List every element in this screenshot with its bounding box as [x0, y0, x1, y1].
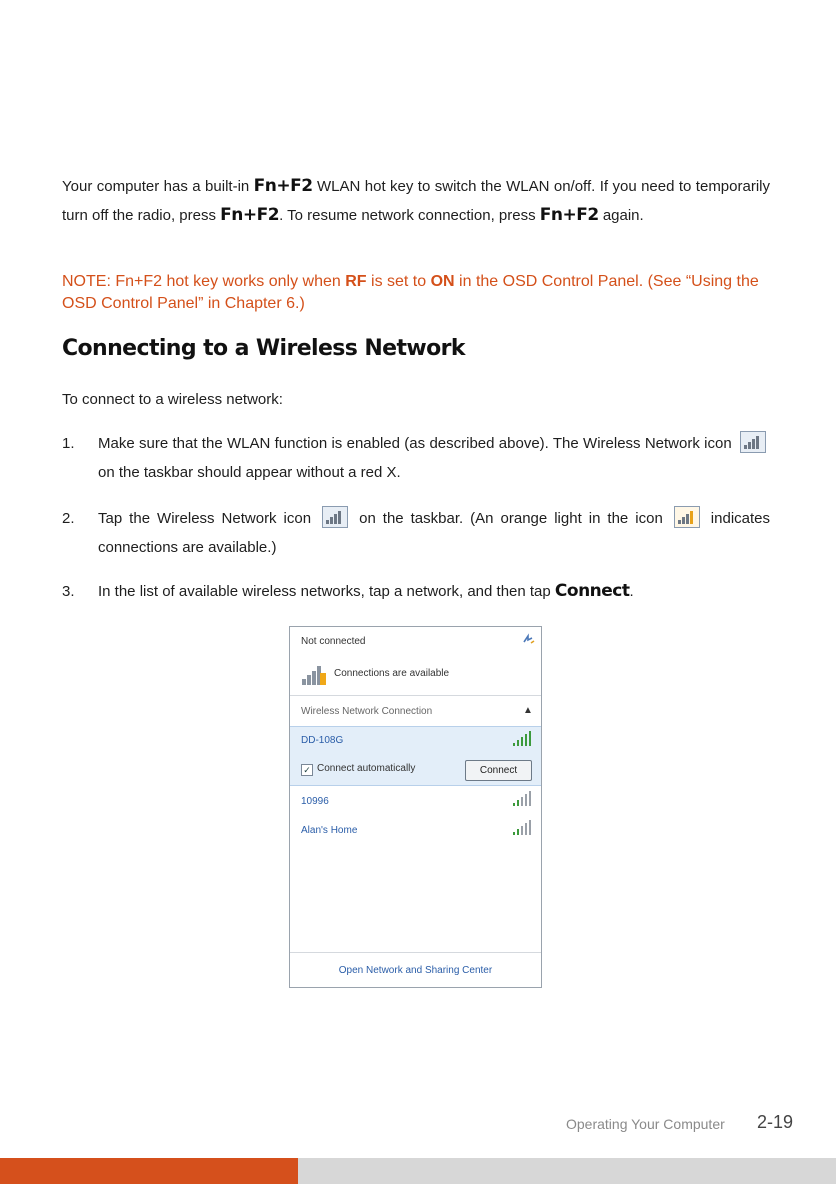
- note-text-2: is set to: [366, 273, 431, 290]
- footer-section-title: Operating Your Computer: [566, 1116, 725, 1132]
- auto-connect-checkbox[interactable]: ✓: [301, 764, 313, 776]
- note-label: NOTE: Fn+F2: [62, 273, 163, 290]
- divider: [290, 695, 541, 696]
- step-text: on the taskbar. (An orange light in the icon: [352, 510, 670, 527]
- hotkey-fn-f2: Fn+F2: [253, 176, 313, 196]
- collapse-chevron-icon[interactable]: ▲: [523, 705, 533, 716]
- network-name[interactable]: DD-108G: [301, 735, 344, 746]
- network-name[interactable]: Alan's Home: [301, 825, 358, 836]
- note-block: [62, 271, 782, 315]
- intro-paragraph: [62, 172, 770, 230]
- footer-grey-bar: [298, 1158, 836, 1184]
- step-text: In the list of available wireless networks, tap a network, and then tap: [98, 583, 555, 600]
- wireless-networks-panel: [289, 626, 542, 988]
- note-text-3: in the OSD Control Panel. (See “Using the OSD Control Panel” in Chapter 6.): [62, 273, 759, 312]
- network-sharing-center-link[interactable]: Open Network and Sharing Center: [338, 965, 493, 976]
- intro-text-4: again.: [598, 207, 644, 224]
- wireless-network-icon: [322, 506, 348, 528]
- note-rf: RF: [345, 273, 367, 290]
- intro-text-3: . To resume network connection, press: [279, 207, 540, 224]
- step-text: Tap the Wireless Network icon: [98, 510, 319, 527]
- footer-accent-bar: [0, 1158, 298, 1184]
- refresh-icon[interactable]: [522, 633, 536, 650]
- section-heading: Connecting to a Wireless Network: [62, 336, 465, 361]
- page-number: 2-19: [757, 1112, 794, 1132]
- signal-strength-icon: [512, 820, 532, 839]
- connection-status: Not connected: [301, 636, 366, 647]
- step-2: [62, 504, 770, 562]
- connect-keyword: Connect: [554, 581, 630, 601]
- signal-strength-icon: [512, 731, 532, 750]
- step-text: indicates connections are available.): [98, 510, 771, 556]
- step-number: 3.: [62, 583, 75, 600]
- network-name[interactable]: 10996: [301, 796, 329, 807]
- note-on: ON: [430, 273, 455, 290]
- step-text: on the taskbar should appear without a red X.: [98, 464, 401, 481]
- intro-text-2: WLAN hot key to switch the WLAN on/off. If you need to temporarily turn off the radio, press: [62, 178, 770, 224]
- note-text-1: hot key works only when: [162, 273, 346, 290]
- intro-text-1: Your computer has a built-in: [62, 178, 254, 195]
- section-title: Wireless Network Connection: [301, 706, 433, 717]
- hotkey-fn-f2: Fn+F2: [220, 205, 280, 225]
- step-text: .: [629, 583, 634, 600]
- wireless-available-icon: [674, 506, 700, 528]
- step-3: [62, 577, 770, 606]
- divider: [290, 952, 541, 953]
- signal-strength-icon: [512, 791, 532, 810]
- hotkey-fn-f2: Fn+F2: [539, 205, 599, 225]
- step-1: [62, 429, 770, 487]
- connections-available-text: Connections are available: [334, 668, 450, 679]
- auto-connect-label: Connect automatically: [317, 763, 416, 774]
- step-text: Make sure that the WLAN function is enabled (as described above). The Wireless Network icon: [98, 435, 736, 452]
- network-available-icon: [301, 661, 327, 687]
- lead-text: To connect to a wireless network:: [62, 391, 283, 408]
- step-number: 2.: [62, 510, 75, 527]
- connect-button[interactable]: Connect: [465, 760, 532, 781]
- step-number: 1.: [62, 435, 75, 452]
- wireless-network-icon: [740, 431, 766, 453]
